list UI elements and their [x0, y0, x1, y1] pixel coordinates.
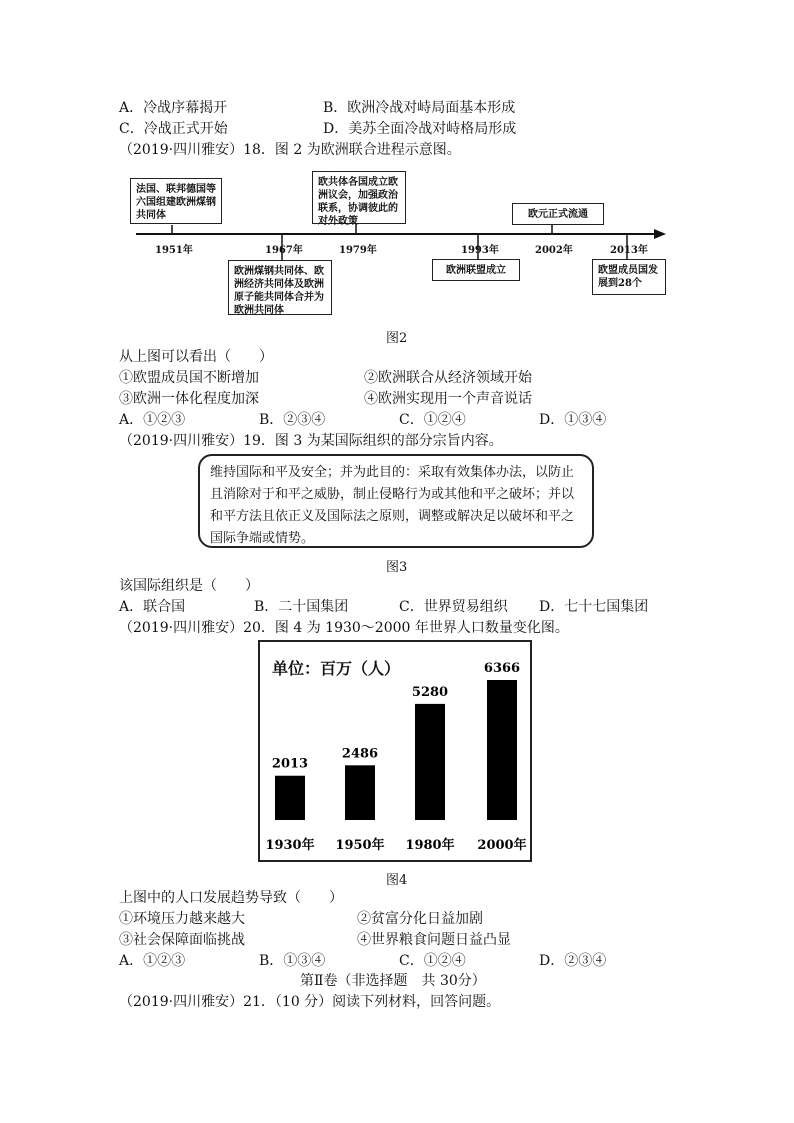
timeline-year: 2002年 — [535, 245, 573, 256]
statement-item: ②欧洲联合从经济领域开始 — [364, 370, 532, 386]
question-source: （2019·四川雅安） — [119, 433, 244, 449]
statement-item: ①环境压力越来越大 — [119, 911, 245, 927]
timeline-year: 2013年 — [610, 245, 648, 256]
population-bar — [487, 680, 517, 820]
population-bar — [275, 776, 305, 820]
bar-category-label: 1950年 — [335, 838, 385, 853]
option-a: A．冷战序幕揭开 — [119, 100, 228, 116]
answer-option: A．①②③ — [119, 412, 186, 428]
charter-purpose-box: 维持国际和平及安全；并为此目的：采取有效集体办法，以防止且消除对于和平之威胁，制止侵略行为或其他和平之破坏；并以和平方法且依正义及国际法之原则，调整或解决足以破坏和平之国际争端或情势。 — [198, 454, 594, 548]
timeline-event-2013: 欧盟成员国发展到28个 — [592, 259, 666, 295]
question-21-stem — [119, 993, 500, 1011]
question-18-stem — [119, 141, 461, 159]
question-19-stem — [119, 432, 503, 450]
answer-option: B．②③④ — [259, 412, 326, 428]
timeline-event-1967: 欧洲煤钢共同体、欧洲经济共同体及欧洲原子能共同体合并为欧洲共同体 — [228, 260, 332, 315]
figure-2-caption: 图2 — [386, 331, 408, 346]
statement-item: ①欧盟成员国不断增加 — [119, 370, 259, 386]
section-2-title: 第Ⅱ卷（非选择题 共 30分） — [300, 973, 486, 989]
timeline-event-1951: 法国、联邦德国等六国组建欧洲煤钢共同体 — [130, 178, 222, 224]
question-text: 18．图 2 为欧洲联合进程示意图。 — [243, 142, 461, 158]
chart-title: 单位：百万（人） — [272, 659, 401, 678]
question-19-text: 该国际组织是（ ） — [119, 578, 259, 594]
question-18-text: 从上图可以看出（ ） — [119, 349, 273, 365]
question-20-stem — [119, 619, 569, 637]
population-bar-chart — [258, 640, 532, 862]
figure-4-caption: 图4 — [386, 873, 408, 888]
statement-item: ④世界粮食问题日益凸显 — [357, 932, 511, 948]
statement-item: ②贫富分化日益加剧 — [357, 911, 483, 927]
population-bar — [345, 765, 375, 820]
timeline-event-2002: 欧元正式流通 — [512, 203, 604, 225]
bar-category-label: 2000年 — [477, 838, 527, 853]
question-text: 20．图 4 为 1930～2000 年世界人口数量变化图。 — [243, 620, 569, 636]
figure-3-caption: 图3 — [386, 560, 408, 575]
answer-option: C．世界贸易组织 — [399, 599, 508, 615]
answer-option: B．①③④ — [259, 953, 326, 969]
bar-data-label: 5280 — [411, 684, 449, 700]
answer-option: D．②③④ — [539, 953, 607, 969]
timeline-event-1993: 欧洲联盟成立 — [432, 259, 520, 281]
question-source: （2019·四川雅安） — [119, 620, 244, 636]
option-c: C．冷战正式开始 — [119, 121, 228, 137]
answer-option: C．①②④ — [399, 953, 466, 969]
question-20-text: 上图中的人口发展趋势导致（ ） — [119, 890, 343, 906]
timeline-year: 1979年 — [339, 245, 377, 256]
answer-option: D．①③④ — [539, 412, 607, 428]
bar-data-label: 6366 — [483, 661, 521, 676]
question-source: （2019·四川雅安） — [119, 142, 244, 158]
timeline-year: 1951年 — [155, 245, 193, 256]
timeline-event-1979: 欧共体各国成立欧洲议会，加强政治联系，协调彼此的对外政策 — [312, 171, 406, 224]
question-text: 21．（10 分）阅读下列材料，回答问题。 — [243, 994, 501, 1010]
question-text: 19．图 3 为某国际组织的部分宗旨内容。 — [243, 433, 503, 449]
answer-option: A．联合国 — [119, 599, 186, 615]
answer-option: B．二十国集团 — [254, 599, 349, 615]
option-d: D．美苏全面冷战对峙格局形成 — [323, 121, 517, 137]
question-source: （2019·四川雅安） — [119, 994, 244, 1010]
bar-data-label: 2486 — [341, 746, 379, 762]
statement-item: ③社会保障面临挑战 — [119, 932, 245, 948]
timeline-year: 1993年 — [461, 245, 499, 256]
bar-category-label: 1930年 — [265, 838, 315, 853]
timeline-year: 1967年 — [265, 245, 303, 256]
answer-option: D．七十七国集团 — [539, 599, 649, 615]
bar-category-label: 1980年 — [405, 838, 455, 853]
statement-item: ③欧洲一体化程度加深 — [119, 391, 259, 407]
population-bar — [415, 704, 445, 820]
answer-option: C．①②④ — [399, 412, 466, 428]
bar-data-label: 2013 — [271, 756, 309, 772]
option-b: B．欧洲冷战对峙局面基本形成 — [323, 100, 516, 116]
statement-item: ④欧洲实现用一个声音说话 — [364, 391, 532, 407]
answer-option: A．①②③ — [119, 953, 186, 969]
